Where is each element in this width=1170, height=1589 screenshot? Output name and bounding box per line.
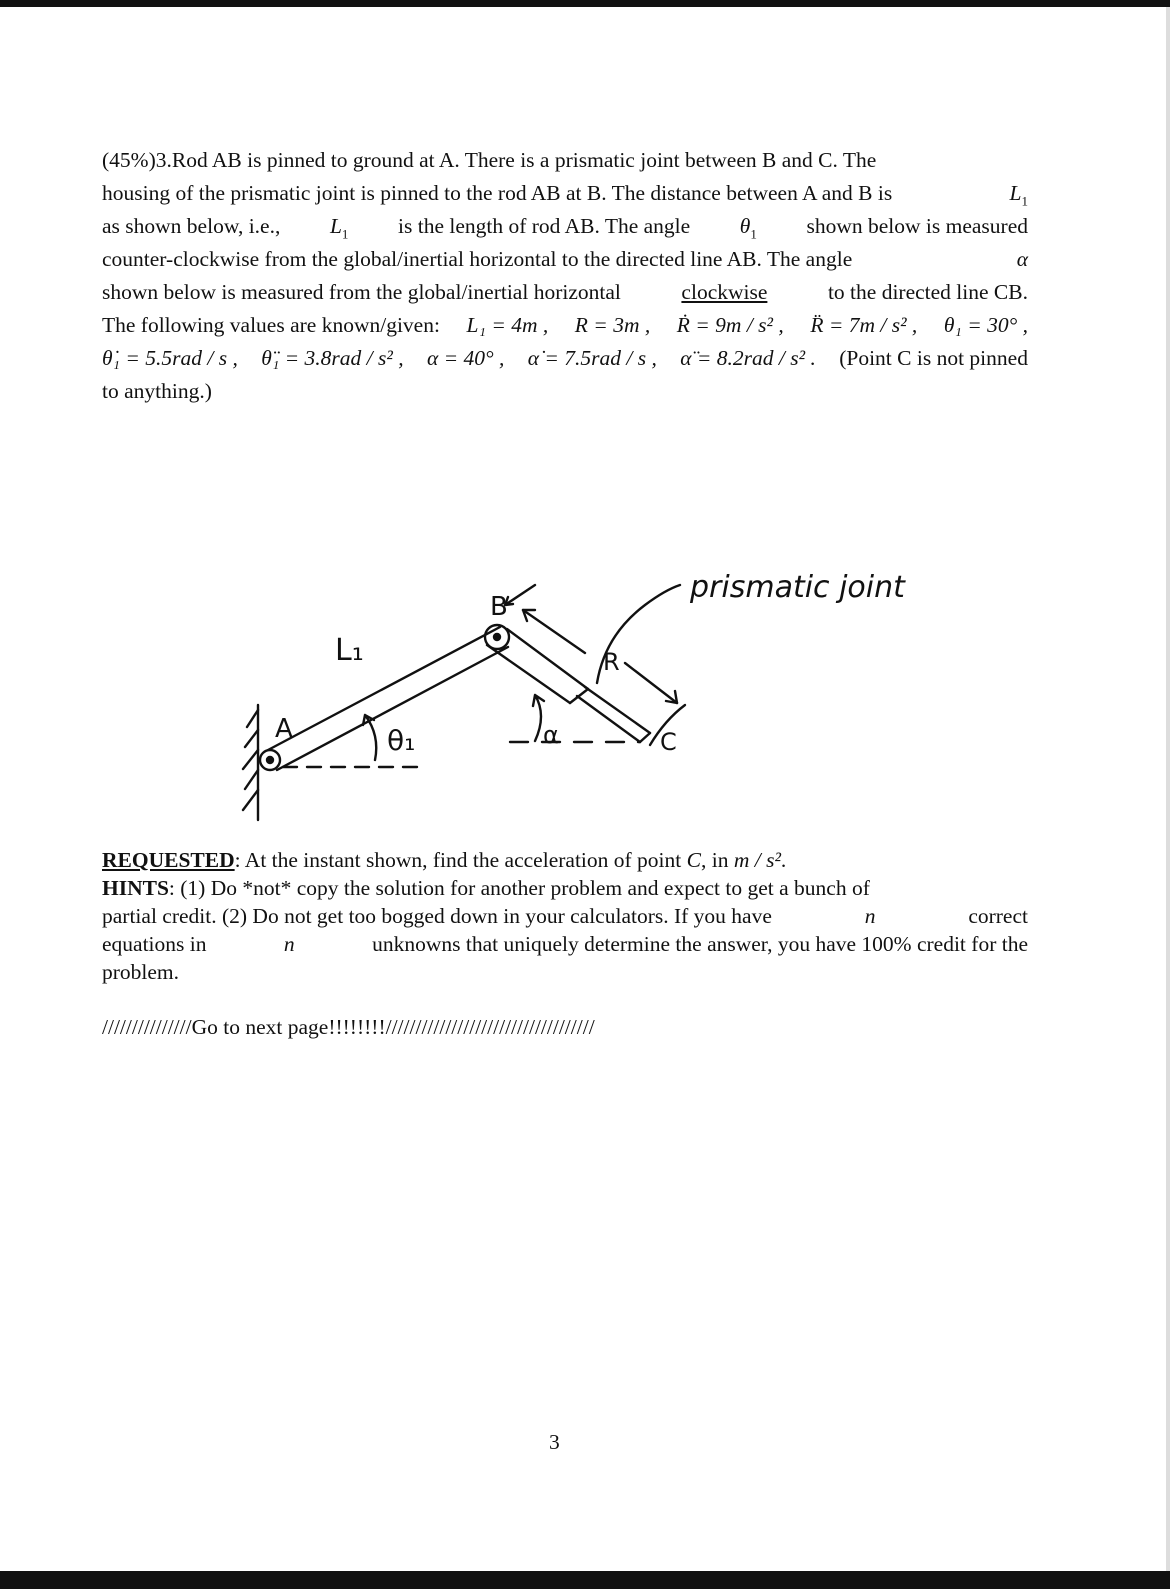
hints-text: equations in <box>102 932 207 956</box>
pin-A-center <box>267 757 273 763</box>
page-number: 3 <box>549 1430 560 1454</box>
requested-text: , in <box>700 848 729 872</box>
hints-line-1 <box>102 876 1028 904</box>
rod-AB-top-edge <box>268 627 500 750</box>
problem-statement <box>102 148 1028 412</box>
given-theta1-dot: θ̇₁ = 5.5rad / s , <box>102 346 238 370</box>
problem-text: to the directed line CB. <box>827 280 1028 304</box>
given-theta1-ddot: θ̈₁ = 3.8rad / s² , <box>261 346 404 370</box>
problem-text: housing of the prismatic joint is pinned to the rod AB at B. The distance between A and B is <box>102 181 893 205</box>
hints-text: correct <box>968 904 1028 928</box>
symbol-theta1: $\theta_1$ <box>739 214 757 242</box>
symbol-L1: $L_1$ <box>1009 181 1028 209</box>
hints-line-4 <box>102 960 1028 988</box>
hints-heading: HINTS <box>102 876 169 900</box>
given-R-ddot: R̈ = 7m / s² , <box>810 313 918 337</box>
requested-section <box>102 848 1028 988</box>
housing-top-edge <box>487 645 570 703</box>
label-A: A <box>275 714 293 744</box>
requested-text: : At the instant shown, find the acceleration of point <box>234 848 682 872</box>
given-alpha-ddot: α̈ = 8.2rad / s² . <box>680 346 816 370</box>
label-R: R <box>603 648 620 676</box>
problem-text: shown below is measured from the global/inertial horizontal <box>102 280 621 304</box>
given-R-dot: Ṙ = 9m / s² , <box>676 313 784 337</box>
hints-line-2 <box>102 904 1028 932</box>
given-L1: L₁ = 4m , <box>466 313 549 337</box>
underlined-clockwise: clockwise <box>681 280 768 304</box>
label-C: C <box>660 728 677 756</box>
hints-text: unknowns that uniquely determine the answer, you have 100% credit for the <box>372 932 1028 956</box>
hatch-mark <box>243 790 258 810</box>
problem-line-1 <box>102 148 1028 181</box>
theta1-arrow <box>363 715 376 760</box>
hatch-mark <box>245 770 258 789</box>
symbol-n: n <box>283 932 295 956</box>
slider-end-C <box>640 733 650 742</box>
ground-support <box>243 705 258 820</box>
symbol-L1: $L_1$ <box>329 214 349 242</box>
given-R: R = 3m , <box>574 313 651 337</box>
given-alpha-dot: α̇ = 7.5rad / s , <box>527 346 657 370</box>
hatch-mark <box>245 730 258 747</box>
R-dimension-line-lower <box>625 663 677 703</box>
problem-line-3 <box>102 214 1028 247</box>
problem-text: The following values are known/given: <box>102 313 440 337</box>
requested-line <box>102 848 1028 876</box>
hatch-mark <box>247 710 258 727</box>
problem-line-5 <box>102 280 1028 313</box>
requested-units: m / s² <box>733 848 781 872</box>
requested-heading: REQUESTED <box>102 848 235 872</box>
given-theta1: θ₁ = 30° , <box>943 313 1028 337</box>
right-edge-shadow <box>1166 7 1170 1571</box>
label-prismatic-joint: prismatic joint <box>690 570 905 605</box>
housing-bottom-edge <box>507 629 588 689</box>
given-alpha: α = 40° , <box>426 346 505 370</box>
problem-text: to anything.) <box>102 379 212 403</box>
label-theta1: θ₁ <box>387 724 416 757</box>
next-page-note: ///////////////Go to next page!!!!!!!!/////////////////////////////////// <box>102 1015 595 1039</box>
pin-B-center <box>494 634 500 640</box>
pin-A <box>260 750 280 770</box>
hints-text: partial credit. (2) Do not get too bogged down in your calculators. If you have <box>102 904 772 928</box>
label-B: B <box>490 592 508 622</box>
problem-text: as shown below, i.e., <box>102 214 281 238</box>
slider-rod <box>577 687 650 742</box>
problem-line-8 <box>102 379 1028 412</box>
top-border <box>0 0 1170 7</box>
symbol-alpha: α <box>1016 247 1028 271</box>
hints-text: problem. <box>102 960 180 984</box>
bottom-border <box>0 1571 1170 1589</box>
label-alpha: α <box>543 721 559 749</box>
point-C: C <box>686 848 701 872</box>
problem-text: is the length of rod AB. The angle <box>398 214 691 238</box>
B-arrow <box>505 585 535 605</box>
problem-line-7 <box>102 346 1028 379</box>
prismatic-housing <box>487 629 588 703</box>
requested-text: . <box>780 848 787 872</box>
mechanism-diagram <box>225 555 975 845</box>
problem-text: (45%)3.Rod AB is pinned to ground at A. There is a prismatic joint between B and C. The <box>102 148 877 172</box>
problem-line-4 <box>102 247 1028 280</box>
problem-text: shown below is measured <box>806 214 1028 238</box>
hints-text: : (1) Do *not* copy the solution for another problem and expect to get a bunch of <box>168 876 870 900</box>
hatch-mark <box>243 750 258 769</box>
problem-text: counter-clockwise from the global/inertial horizontal to the directed line AB. The angle <box>102 247 853 271</box>
problem-line-6 <box>102 313 1028 346</box>
label-L1: L₁ <box>335 633 364 668</box>
problem-text: (Point C is not pinned <box>839 346 1028 370</box>
problem-line-2 <box>102 181 1028 214</box>
symbol-n: n <box>864 904 876 928</box>
hints-line-3 <box>102 932 1028 960</box>
